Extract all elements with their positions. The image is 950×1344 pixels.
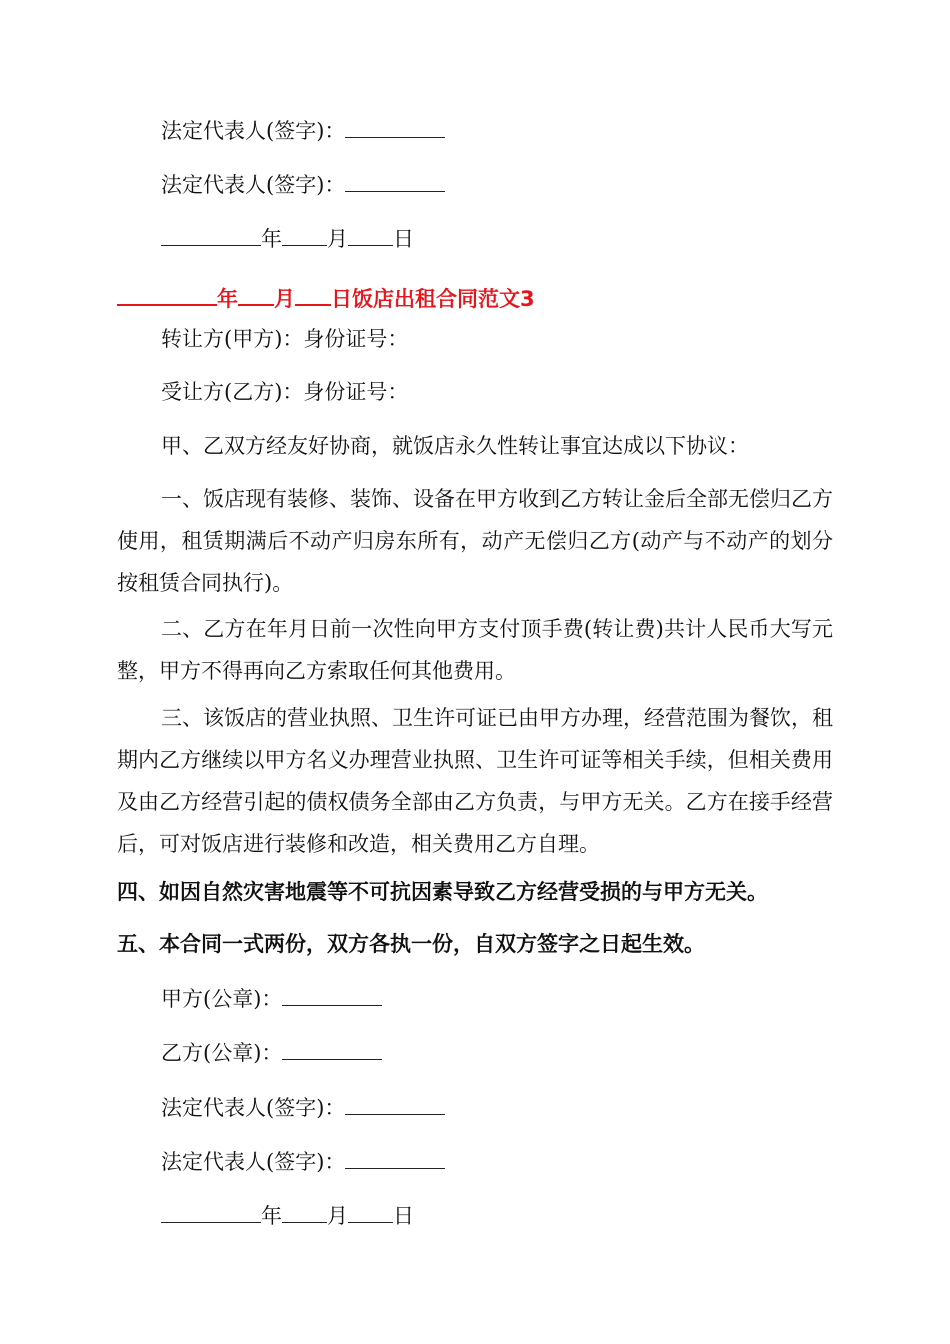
signature-blank — [345, 1146, 445, 1169]
day-blank — [348, 223, 393, 246]
party-b-seal-line — [161, 1036, 382, 1070]
legal-rep-signature-line — [161, 114, 445, 148]
party-a-seal-line — [161, 982, 382, 1016]
clause-2: 二、乙方在年月日前一次性向甲方支付顶手费(转让费)共计人民币大写元整，甲方不得再向乙方索取任何其他费用。 — [117, 617, 833, 683]
legal-rep-signature-line — [161, 1145, 445, 1179]
heading-title: 日饭店出租合同范文3 — [331, 287, 535, 311]
clause-3: 三、该饭店的营业执照、卫生许可证已由甲方办理，经营范围为餐饮，租期内乙方继续以甲方名义办理营业执照、卫生许可证等相关手续，但相关费用及由乙方经营引起的债权债务全部由乙方负责，与甲方无关。乙方在接手经营后，可对饭店进行装修和改造，相关费用乙方自理。 — [117, 706, 833, 856]
year-label: 年 — [261, 227, 282, 251]
month-label: 月 — [327, 227, 348, 251]
party-a-seal-label: 甲方(公章)： — [161, 987, 283, 1011]
legal-rep-label: 法定代表人(签字)： — [161, 173, 346, 197]
clause-1: 一、饭店现有装修、装饰、设备在甲方收到乙方转让金后全部无偿归乙方使用，租赁期满后不动产归房东所有，动产无偿归乙方(动产与不动产的划分按租赁合同执行)。 — [117, 487, 833, 595]
intro-paragraph: 甲、乙双方经友好协商，就饭店永久性转让事宜达成以下协议： — [161, 434, 749, 458]
signature-blank — [345, 169, 445, 192]
month-blank — [282, 1200, 327, 1223]
day-label: 日 — [393, 227, 414, 251]
heading-year: 年 — [217, 287, 238, 311]
signature-blank — [345, 1092, 445, 1115]
clause-4: 四、如因自然灾害地震等不可抗因素导致乙方经营受损的与甲方无关。 — [117, 880, 768, 904]
month-label: 月 — [327, 1204, 348, 1228]
month-blank — [238, 282, 274, 306]
year-blank — [117, 282, 217, 306]
section-heading — [117, 282, 535, 314]
party-b-seal-label: 乙方(公章)： — [161, 1041, 283, 1065]
legal-rep-label: 法定代表人(签字)： — [161, 1150, 346, 1174]
signature-blank — [345, 115, 445, 138]
year-blank — [161, 1200, 261, 1223]
legal-rep-signature-line — [161, 168, 445, 202]
transferee-line: 受让方(乙方)：身份证号： — [161, 380, 409, 404]
legal-rep-signature-line — [161, 1091, 445, 1125]
year-blank — [161, 223, 261, 246]
month-blank — [282, 223, 327, 246]
year-label: 年 — [261, 1204, 282, 1228]
date-line — [161, 1199, 414, 1233]
day-blank — [295, 282, 331, 306]
legal-rep-label: 法定代表人(签字)： — [161, 1096, 346, 1120]
seal-blank — [282, 983, 382, 1006]
clause-5: 五、本合同一式两份，双方各执一份，自双方签字之日起生效。 — [117, 932, 705, 956]
date-line — [161, 222, 414, 256]
day-label: 日 — [393, 1204, 414, 1228]
heading-month: 月 — [274, 287, 295, 311]
legal-rep-label: 法定代表人(签字)： — [161, 119, 346, 143]
seal-blank — [282, 1037, 382, 1060]
day-blank — [348, 1200, 393, 1223]
transferor-line: 转让方(甲方)：身份证号： — [161, 327, 409, 351]
